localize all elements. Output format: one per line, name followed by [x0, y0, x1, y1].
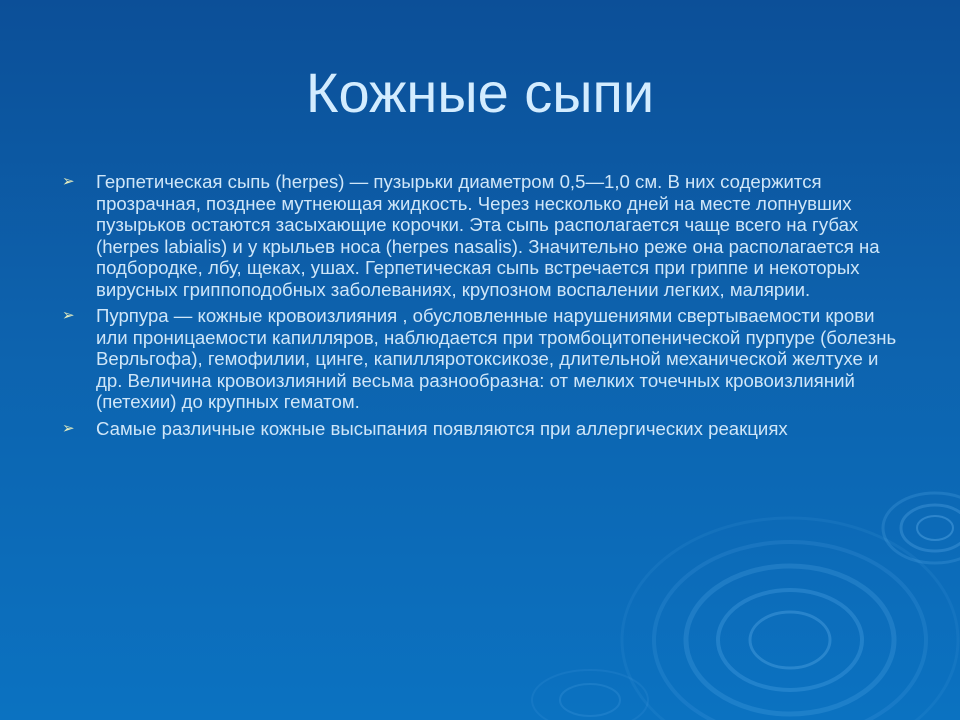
- bullet-text: Пурпура — кожные кровоизлияния , обусловленные нарушениями свертываемости крови или проницаемости капилляров, наблюдается при тромбоцитопенической пурпуре (болезнь Верльгофа), гемофилии, цинге, капилляротоксикозе, длительной механической желтухе и др. Величина кровоизлияний весьма разнообразна: от мелких точечных кровоизлияний (петехии) до крупных гематом.: [96, 305, 897, 412]
- bullet-allergic: [62, 418, 902, 440]
- bullet-list: [62, 171, 902, 444]
- bullet-text: Самые различные кожные высыпания появляются при аллергических реакциях: [96, 417, 788, 439]
- arrow-bullet-icon: ➢: [62, 419, 75, 437]
- slide-title: Кожные сыпи: [305, 61, 655, 124]
- arrow-bullet-icon: ➢: [62, 307, 75, 324]
- bullet-herpes: [62, 171, 902, 300]
- bullet-purpura: [62, 305, 902, 413]
- arrow-bullet-icon: ➢: [62, 173, 75, 190]
- bullet-text: Герпетическая сыпь (herpes) — пузырьки диаметром 0,5—1,0 см. В них содержится прозрачная, позднее мутнеющая жидкость. Через несколько дней на месте лопнувших пузырьков остаются засыхающие корочки. Эта сыпь располагается чаще всего на губах (herpes labialis) и у крыльев носа (herpes nasalis). Значительно реже она располагается на подбородке, лбу, щеках, ушах. Герпетическая сыпь встречается при гриппе и некоторых вирусных гриппоподобных заболеваниях, крупозном воспалении легких, малярии.: [96, 171, 880, 300]
